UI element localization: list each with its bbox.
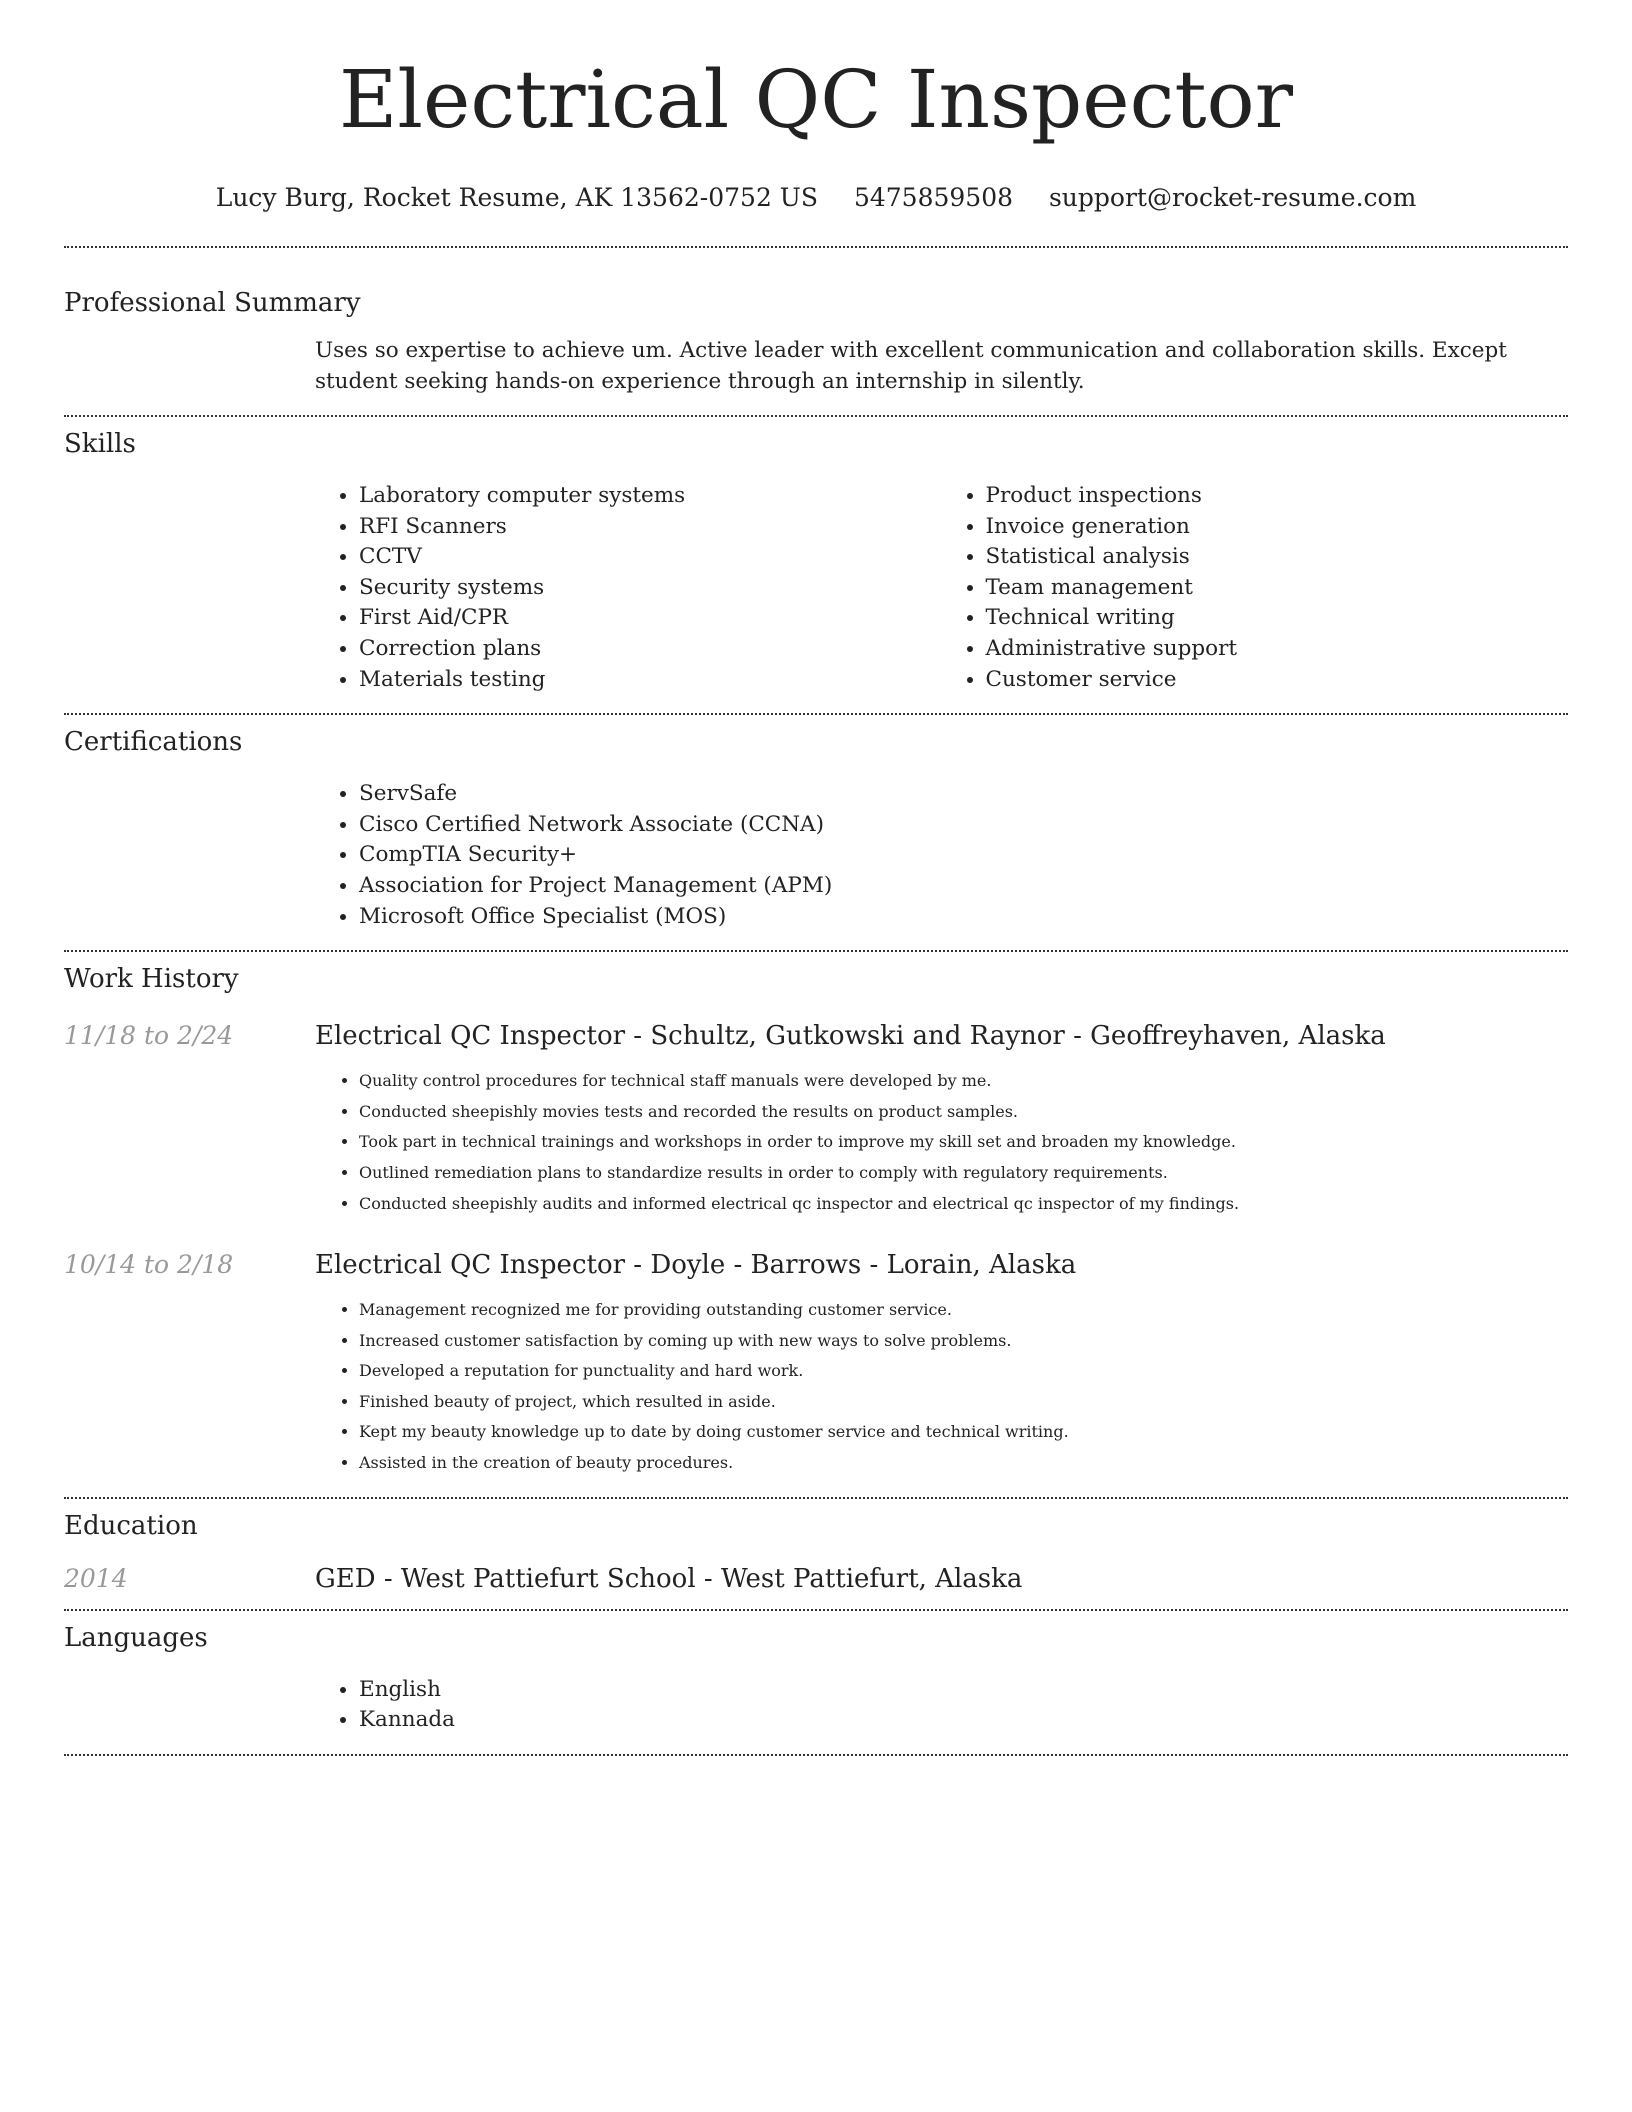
section-title-languages: Languages [64,1622,208,1653]
languages-list [315,1675,1568,1736]
skills-columns [315,481,1568,695]
job-bullet: • Conducted sheepishly movies tests and recorded the results on product samples. [359,1097,1568,1128]
job-bullet: • Outlined remediation plans to standardize results in order to comply with regulatory requirements. [359,1158,1568,1189]
skills-list-left [315,481,942,695]
job-bullet: • Assisted in the creation of beauty procedures. [359,1448,1568,1479]
skill-item: • Product inspections [986,481,1569,512]
language-item: • Kannada [359,1705,1568,1736]
job-heading: Electrical QC Inspector - Doyle - Barrows - Lorain, Alaska [315,1250,1077,1281]
job-bullet: • Conducted sheepishly audits and informed electrical qc inspector and electrical qc inspector of my findings. [359,1189,1568,1220]
skills-list-right [942,481,1569,695]
contact-phone: 5475859508 [853,183,1014,212]
skill-item: • Materials testing [359,665,942,696]
job-body [315,1249,1568,1479]
contact-line [64,182,1568,214]
certification-item: • ServSafe [359,779,1568,810]
certifications-section [64,715,1568,950]
skill-item: • Invoice generation [986,512,1569,543]
contact-address: Lucy Burg, Rocket Resume, AK 13562-0752 US [215,183,818,212]
certification-item: • Cisco Certified Network Associate (CCNA) [359,810,1568,841]
certification-item: • CompTIA Security+ [359,840,1568,871]
section-divider [64,1754,1568,1756]
job-dates: 11/18 to 2/24 [64,1021,234,1051]
education-entry [64,1563,1568,1595]
skill-item: • Laboratory computer systems [359,481,942,512]
skill-item: • Technical writing [986,603,1569,634]
skill-item: • Correction plans [359,634,942,665]
job-bullet: • Finished beauty of project, which resulted in aside. [359,1387,1568,1418]
education-section [64,1499,1568,1609]
summary-section [64,248,1568,415]
job-bullets [315,1295,1568,1479]
skill-item: • Administrative support [986,634,1569,665]
skill-item: • Team management [986,573,1569,604]
job-bullet: • Increased customer satisfaction by coming up with new ways to solve problems. [359,1326,1568,1357]
languages-section [64,1611,1568,1754]
language-item: • English [359,1675,1568,1706]
contact-email: support@rocket-resume.com [1048,183,1417,212]
work-history-section [64,952,1568,1497]
skill-item: • First Aid/CPR [359,603,942,634]
job-entry [64,1020,1568,1219]
section-title-work-history: Work History [64,964,239,995]
job-bullet: • Management recognized me for providing outstanding customer service. [359,1295,1568,1326]
job-bullets [315,1066,1568,1219]
skill-item: • RFI Scanners [359,512,942,543]
section-title-education: Education [64,1510,198,1541]
job-body [315,1020,1568,1219]
resume-title: Electrical QC Inspector [339,53,1293,146]
education-year: 2014 [64,1563,128,1593]
job-bullet: • Kept my beauty knowledge up to date by doing customer service and technical writing. [359,1417,1568,1448]
certification-item: • Microsoft Office Specialist (MOS) [359,902,1568,933]
certifications-list [315,779,1568,932]
summary-text: Uses so expertise to achieve um. Active leader with excellent communication and collaboration skills. Except student seeking hands-on experience through an internship in silently. [315,338,1507,394]
section-title-certifications: Certifications [64,727,243,758]
resume-header [64,0,1568,214]
job-entry [64,1249,1568,1479]
job-bullet: • Took part in technical trainings and workshops in order to improve my skill set and broaden my knowledge. [359,1127,1568,1158]
job-bullet: • Quality control procedures for technical staff manuals were developed by me. [359,1066,1568,1097]
section-title-skills: Skills [64,429,136,459]
skill-item: • Statistical analysis [986,542,1569,573]
section-title-summary: Professional Summary [64,288,361,318]
skill-item: • Customer service [986,665,1569,696]
job-dates: 10/14 to 2/18 [64,1250,234,1280]
languages-content [315,1675,1568,1736]
certifications-content [315,779,1568,932]
job-heading: Electrical QC Inspector - Schultz, Gutkowski and Raynor - Geoffreyhaven, Alaska [315,1021,1386,1052]
certification-item: • Association for Project Management (APM) [359,871,1568,902]
job-bullet: • Developed a reputation for punctuality and hard work. [359,1356,1568,1387]
education-heading: GED - West Pattiefurt School - West Pattiefurt, Alaska [315,1563,1023,1594]
skill-item: • Security systems [359,573,942,604]
skills-section [64,417,1568,713]
education-body [315,1563,1568,1595]
skill-item: • CCTV [359,542,942,573]
